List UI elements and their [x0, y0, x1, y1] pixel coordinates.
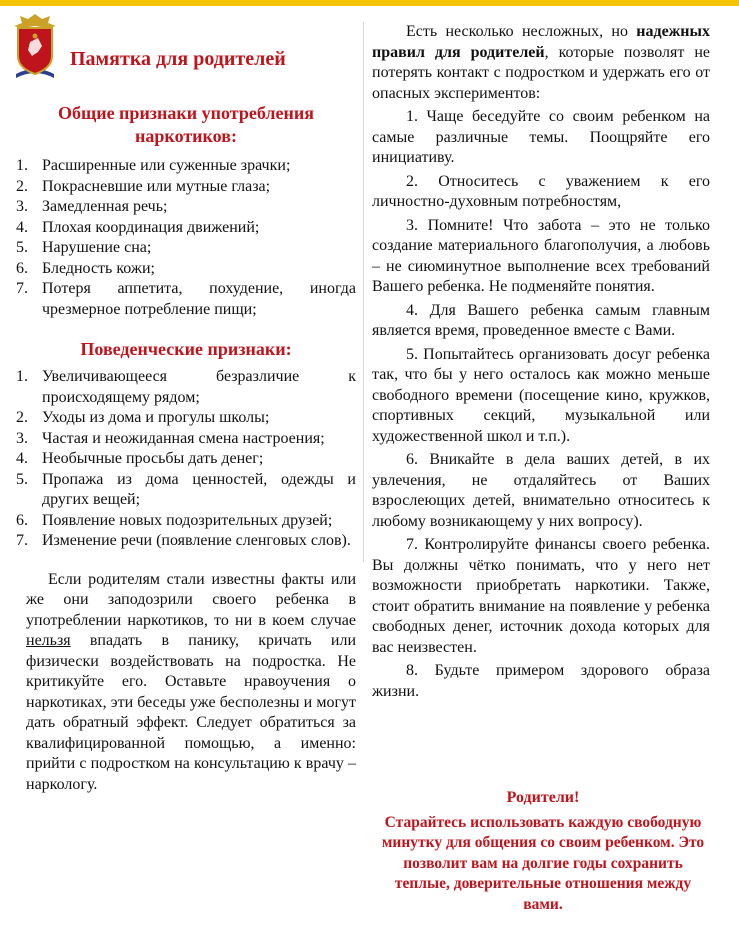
item-number: 3. [16, 198, 28, 215]
left-column [16, 102, 356, 795]
item-text: Нарушение сна; [42, 239, 152, 256]
item-number: 5. [16, 239, 28, 256]
advice-text-2: впадать в панику, кричать или физически воздействовать на подростка. Не критикуйте его. Оставьте нравоучения о наркотиках, эти беседы уже бесполезны и могут дать обратный эффект. Следует обратиться за квалифицированной помощью, а именно: прийти с подростком на консультацию к врачу – наркологу. [26, 632, 356, 793]
item-text: Замедленная речь; [42, 198, 168, 215]
advice-text-1: Если родителям стали известны факты или же они заподозрили своего ребенка в употреблении наркотиков, то ни в коем случае [26, 570, 356, 629]
list-item [16, 238, 356, 259]
top-bar [0, 0, 739, 6]
item-number: 6. [16, 259, 28, 277]
list-item [16, 511, 356, 532]
rule-item: 1. Чаще беседуйте со своим ребенком на самые различные темы. Поощряйте его инициативу. [372, 108, 710, 166]
signs-heading-line1: Общие признаки употребления [58, 103, 314, 123]
rules-intro-bold: надежных правил для родителей [372, 23, 710, 61]
closing-text: Старайтесь использовать каждую свободную минутку для общения со своим ребенком. Это позволит вам на долгие годы сохранить теплые, доверительные отношения между вами. [381, 813, 705, 913]
list-item [16, 259, 356, 280]
rules-intro [372, 22, 710, 104]
item-text: Изменение речи (появление сленговых слов). [42, 532, 351, 549]
column-divider [363, 22, 364, 562]
behavior-heading: Поведенческие признаки: [80, 339, 292, 359]
item-number: 3. [16, 429, 28, 447]
list-item [16, 367, 356, 408]
item-number: 2. [16, 409, 28, 426]
item-number: 5. [16, 470, 28, 488]
item-number: 1. [16, 368, 28, 385]
list-item [16, 177, 356, 198]
item-text: Покрасневшие или мутные глаза; [42, 177, 271, 195]
signs-heading [16, 102, 356, 148]
item-number: 7. [16, 532, 28, 549]
rule-item: 8. Будьте примером здорового образа жизни. [372, 662, 710, 700]
item-number: 4. [16, 450, 28, 467]
item-number: 4. [16, 218, 28, 236]
advice-emphasis: нельзя [26, 632, 71, 649]
list-item [16, 449, 356, 470]
item-text: Расширенные или суженные зрачки; [42, 157, 291, 174]
item-text: Появление новых подозрительных друзей; [42, 511, 333, 529]
item-text: Уходы из дома и прогулы школы; [42, 409, 270, 426]
rule-item: 2. Относитесь с уважением к его личностно-духовным потребностям, [372, 172, 710, 210]
item-text: Увеличивающееся безразличие к происходящему рядом; [42, 368, 356, 406]
rules-intro-text-a: Есть несколько несложных, но [406, 23, 637, 40]
list-item [16, 279, 356, 320]
rules-intro-text-b: , которые позволят не потерять контакт с подростком и удержать его от опасных экспериментов: [372, 43, 711, 102]
list-item [16, 470, 356, 511]
advice-paragraph [16, 570, 356, 796]
rule-item: 4. Для Вашего ребенка самым главным является время, проведенное вместе с Вами. [372, 301, 710, 339]
item-text: Плохая координация движений; [42, 218, 260, 236]
list-item [16, 218, 356, 239]
list-item [16, 429, 356, 450]
police-emblem-icon [8, 12, 62, 80]
item-number: 2. [16, 177, 28, 195]
document-title: Памятка для родителей [70, 48, 286, 70]
list-item [16, 408, 356, 429]
closing-message [376, 788, 710, 915]
signs-list [16, 156, 356, 320]
item-text: Бледность кожи; [42, 259, 155, 277]
list-item [16, 531, 356, 552]
signs-heading-line2: наркотиков: [135, 126, 237, 146]
right-column [372, 22, 710, 705]
item-text: Частая и неожиданная смена настроения; [42, 429, 325, 447]
item-number: 7. [16, 280, 28, 297]
item-number: 1. [16, 157, 28, 174]
behavior-list [16, 367, 356, 552]
list-item [16, 156, 356, 177]
rule-item: 6. Вникайте в дела ваших детей, в их увлечения, не отдаляйтесь от Ваших взрослеющих детей, внимательно относитесь к любому возникающему у них вопросу). [372, 451, 710, 530]
item-number: 6. [16, 511, 28, 529]
item-text: Потеря аппетита, похудение, иногда чрезмерное потребление пищи; [42, 280, 356, 318]
rule-item: 7. Контролируйте финансы своего ребенка. Вы должны чётко понимать, что у него нет возможности приобретать наркотики. Также, стоит обратить внимание на появление у ребенка свободных денег, источник дохода которых для вас неизвестен. [372, 536, 710, 656]
item-text: Пропажа из дома ценностей, одежды и других вещей; [42, 470, 356, 508]
rule-item: 5. Попытайтесь организовать досуг ребенка так, что бы у него осталось как можно меньше свободного времени (посещение кино, кружков, спортивных секций, музыкальной или художественной школ и т.п.). [372, 345, 710, 445]
closing-lead: Родители! [506, 789, 580, 806]
list-item [16, 197, 356, 218]
rule-item: 3. Помните! Что забота – это не только создание материального благополучия, а любовь – не сиюминутное выполнение всех требований Вашего ребенка. Не подменяйте понятия. [372, 216, 710, 295]
item-text: Необычные просьбы дать денег; [42, 450, 264, 467]
